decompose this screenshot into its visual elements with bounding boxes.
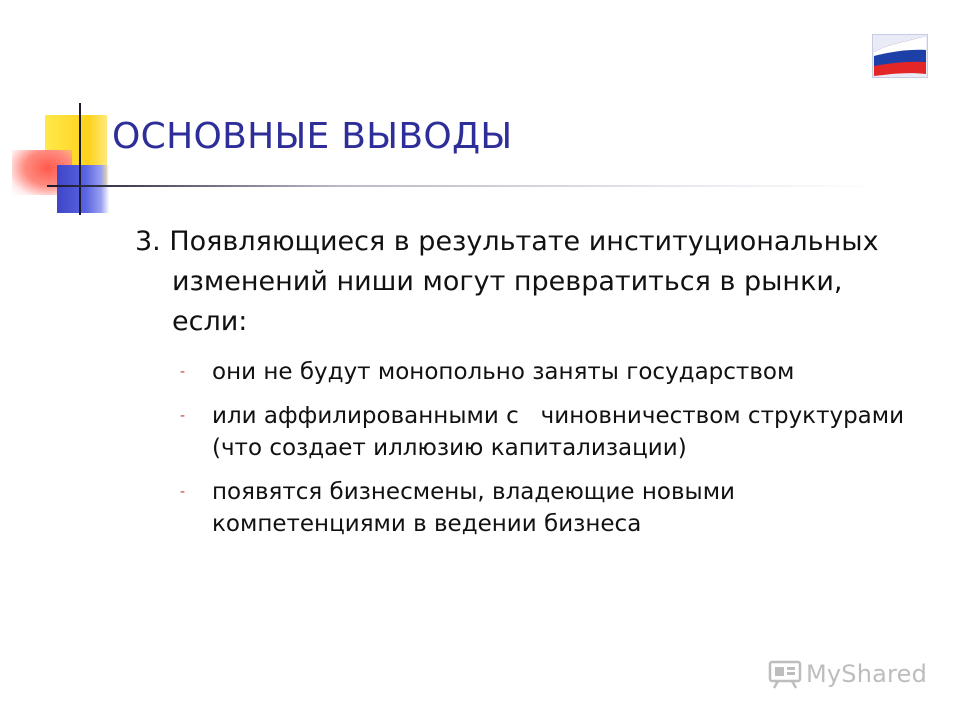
decor-blue-square [57, 165, 109, 213]
main-point-text: 3. Появляющиеся в результате институциональных изменений ниши могут превратиться в рынки, если: [135, 226, 879, 337]
watermark-text: MyShared [806, 660, 928, 688]
bullet-dash-icon: - [180, 408, 186, 424]
bullet-item [135, 476, 925, 540]
title-underline [47, 185, 877, 187]
bullet-list [135, 356, 925, 540]
bullet-dash-icon: - [180, 364, 186, 380]
slide-body [135, 222, 925, 552]
bullet-item [135, 356, 925, 388]
bullet-text: они не будут монопольно заняты государством [212, 359, 795, 385]
slide-title: ОСНОВНЫЕ ВЫВОДЫ [112, 116, 513, 157]
decor-vertical-line [79, 103, 81, 215]
bullet-dash-icon: - [180, 484, 186, 500]
myshared-watermark [768, 656, 927, 692]
bullet-text: или аффилированными с чиновничеством структурами (что создает иллюзию капитализации) [212, 403, 912, 461]
bullet-text: появятся бизнесмены, владеющие новыми компетенциями в ведении бизнеса [212, 479, 736, 537]
bullet-item [135, 400, 925, 464]
presentation-board-icon [768, 659, 802, 689]
russian-flag-icon [872, 34, 928, 78]
